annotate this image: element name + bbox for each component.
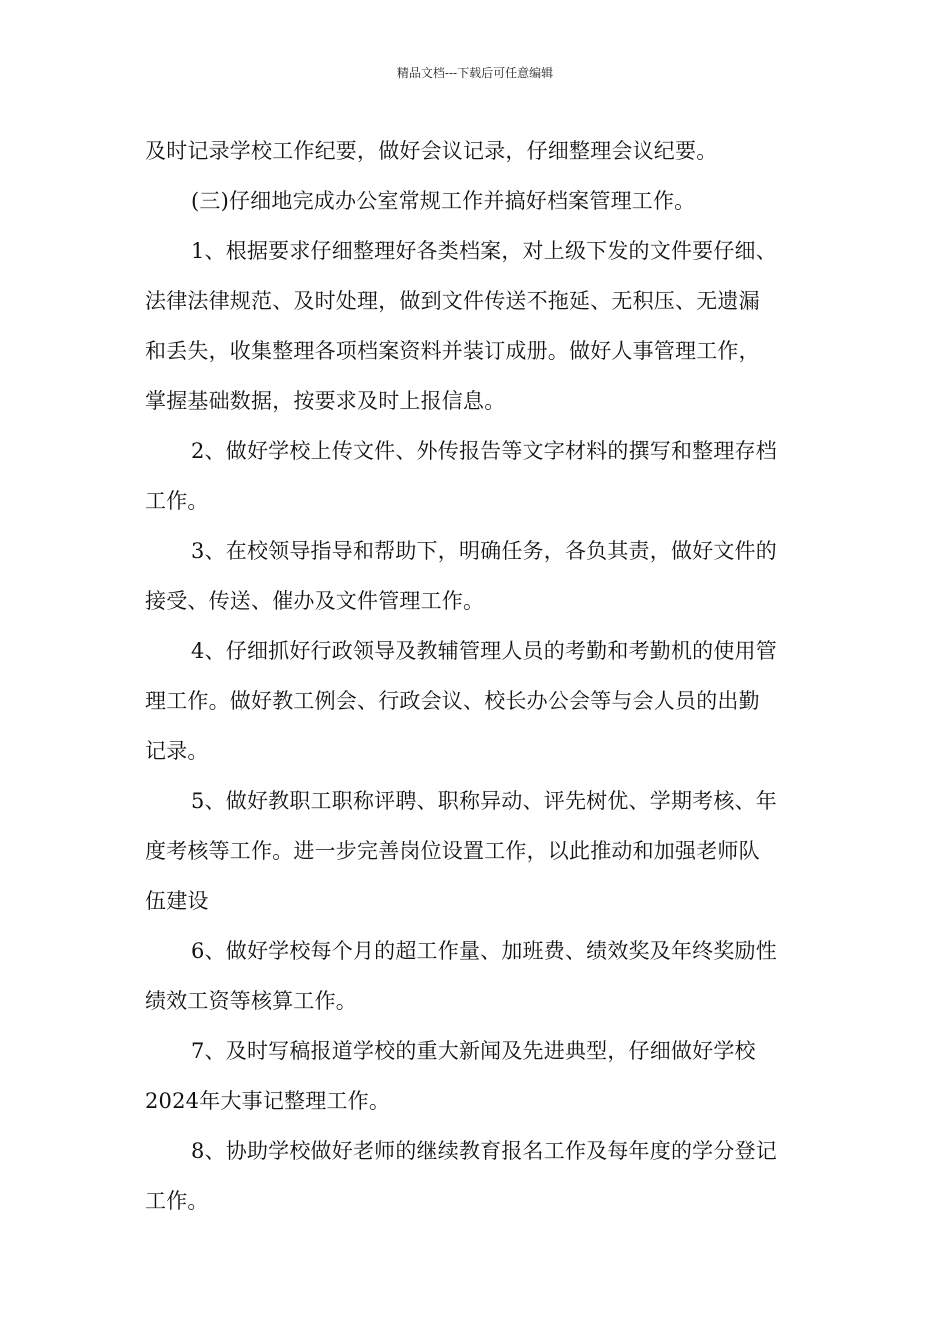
paragraph: [145, 126, 807, 176]
paragraph-item-4: [145, 626, 807, 776]
paragraph-line: 3、在校领导指导和帮助下，明确任务，各负其责，做好文件的: [191, 539, 777, 563]
paragraph-line: 工作。: [145, 489, 209, 513]
paragraph-line: 7、及时写稿报道学校的重大新闻及先进典型，仔细做好学校: [191, 1039, 756, 1063]
document-body: [145, 126, 807, 1226]
paragraph-line: 记录。: [145, 739, 209, 763]
paragraph-line: 工作。: [145, 1189, 209, 1213]
paragraph-line: 2024年大事记整理工作。: [145, 1089, 391, 1113]
paragraph-item-8: [145, 1126, 807, 1226]
paragraph-line: 4、仔细抓好行政领导及教辅管理人员的考勤和考勤机的使用管: [191, 639, 777, 663]
paragraph-line: 伍建设: [145, 889, 209, 913]
paragraph-item-6: [145, 926, 807, 1026]
section-heading: [145, 176, 807, 226]
paragraph-line: 法律法律规范、及时处理，做到文件传送不拖延、无积压、无遗漏: [145, 289, 760, 313]
paragraph-line: 接受、传送、催办及文件管理工作。: [145, 589, 485, 613]
paragraph-line: 及时记录学校工作纪要，做好会议记录，仔细整理会议纪要。: [145, 139, 718, 163]
paragraph-line: (三)仔细地完成办公室常规工作并搞好档案管理工作。: [191, 189, 696, 213]
paragraph-item-2: [145, 426, 807, 526]
paragraph-line: 和丢失，收集整理各项档案资料并装订成册。做好人事管理工作，: [145, 339, 760, 363]
paragraph-line: 绩效工资等核算工作。: [145, 989, 357, 1013]
paragraph-item-1: [145, 226, 807, 426]
paragraph-line: 度考核等工作。进一步完善岗位设置工作，以此推动和加强老师队: [145, 839, 760, 863]
paragraph-item-5: [145, 776, 807, 926]
paragraph-line: 1、根据要求仔细整理好各类档案，对上级下发的文件要仔细、: [191, 239, 777, 263]
paragraph-line: 理工作。做好教工例会、行政会议、校长办公会等与会人员的出勤: [145, 689, 760, 713]
paragraph-line: 5、做好教职工职称评聘、职称异动、评先树优、学期考核、年: [191, 789, 777, 813]
paragraph-item-7: [145, 1026, 807, 1126]
paragraph-line: 6、做好学校每个月的超工作量、加班费、绩效奖及年终奖励性: [191, 939, 777, 963]
paragraph-line: 掌握基础数据，按要求及时上报信息。: [145, 389, 506, 413]
paragraph-item-3: [145, 526, 807, 626]
paragraph-line: 2、做好学校上传文件、外传报告等文字材料的撰写和整理存档: [191, 439, 777, 463]
page-header: 精品文档---下载后可任意编辑: [396, 66, 554, 80]
paragraph-line: 8、协助学校做好老师的继续教育报名工作及每年度的学分登记: [191, 1139, 777, 1163]
